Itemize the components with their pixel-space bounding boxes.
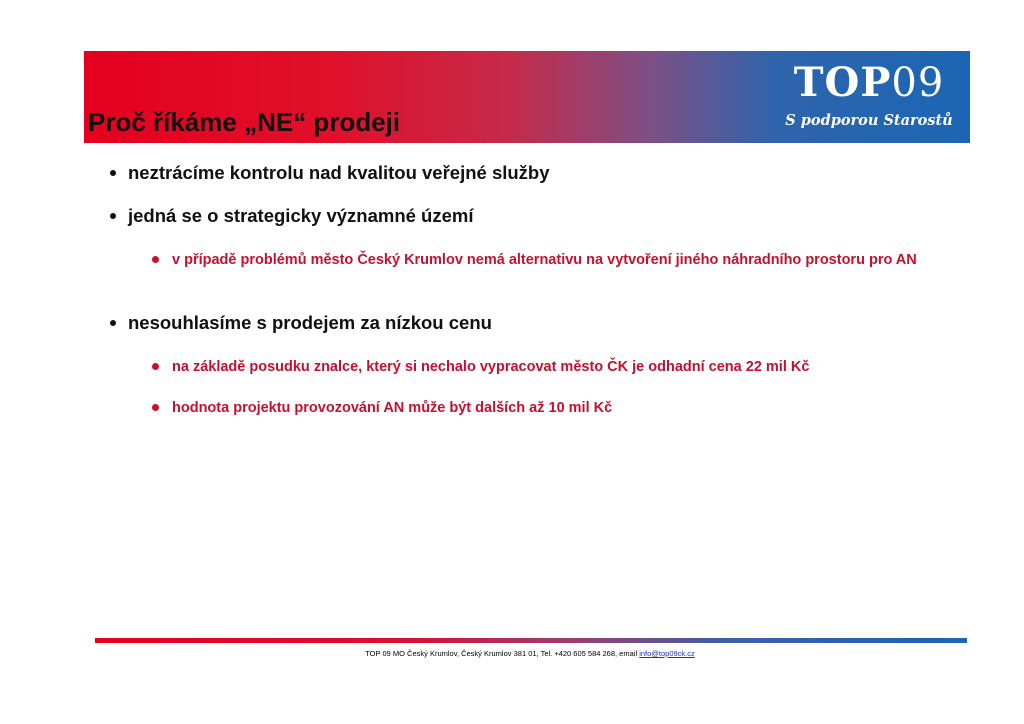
bullet-item [110, 162, 550, 184]
sub-bullet-dot-icon [152, 363, 159, 370]
bullet-text: nesouhlasíme s prodejem za nízkou cenu [128, 312, 492, 333]
sub-bullet-text: hodnota projektu provozování AN může být dalších až 10 mil Kč [172, 400, 613, 416]
bullet-dot-icon [110, 170, 116, 176]
sub-bullet-item [152, 356, 972, 378]
bullet-dot-icon [110, 320, 116, 326]
footer-contact: TOP 09 MO Český Krumlov, Český Krumlov 381 01, Tel. +420 605 584 268, email [365, 649, 638, 658]
bullet-item [110, 205, 473, 227]
sub-bullet-item [152, 397, 972, 419]
bullet-dot-icon [110, 213, 116, 219]
footer-email-link[interactable]: info@top09ck.cz [639, 649, 695, 658]
sub-bullet-dot-icon [152, 256, 159, 263]
sub-bullet-item [152, 249, 932, 271]
logo-wordmark-bold: TOP [793, 59, 892, 106]
logo-wordmark-light: 09 [891, 60, 945, 106]
footer-divider [95, 638, 967, 643]
bullet-text: jedná se o strategicky významné území [128, 205, 474, 226]
bullet-text: neztrácíme kontrolu nad kvalitou veřejné služby [128, 162, 550, 183]
sub-bullet-dot-icon [152, 404, 159, 411]
bullet-item [110, 312, 492, 334]
sub-bullet-text: v případě problémů město Český Krumlov nemá alternativu na vytvoření jiného náhradního prostoru pro AN [172, 252, 917, 268]
footer [0, 649, 1024, 658]
logo-tagline: S podporou Starostů [785, 112, 953, 129]
page-title: Proč říkáme „NE“ prodeji [88, 107, 401, 137]
sub-bullet-text: na základě posudku znalce, který si nechalo vypracovat město ČK je odhadní cena 22 mil Kč [172, 359, 810, 375]
